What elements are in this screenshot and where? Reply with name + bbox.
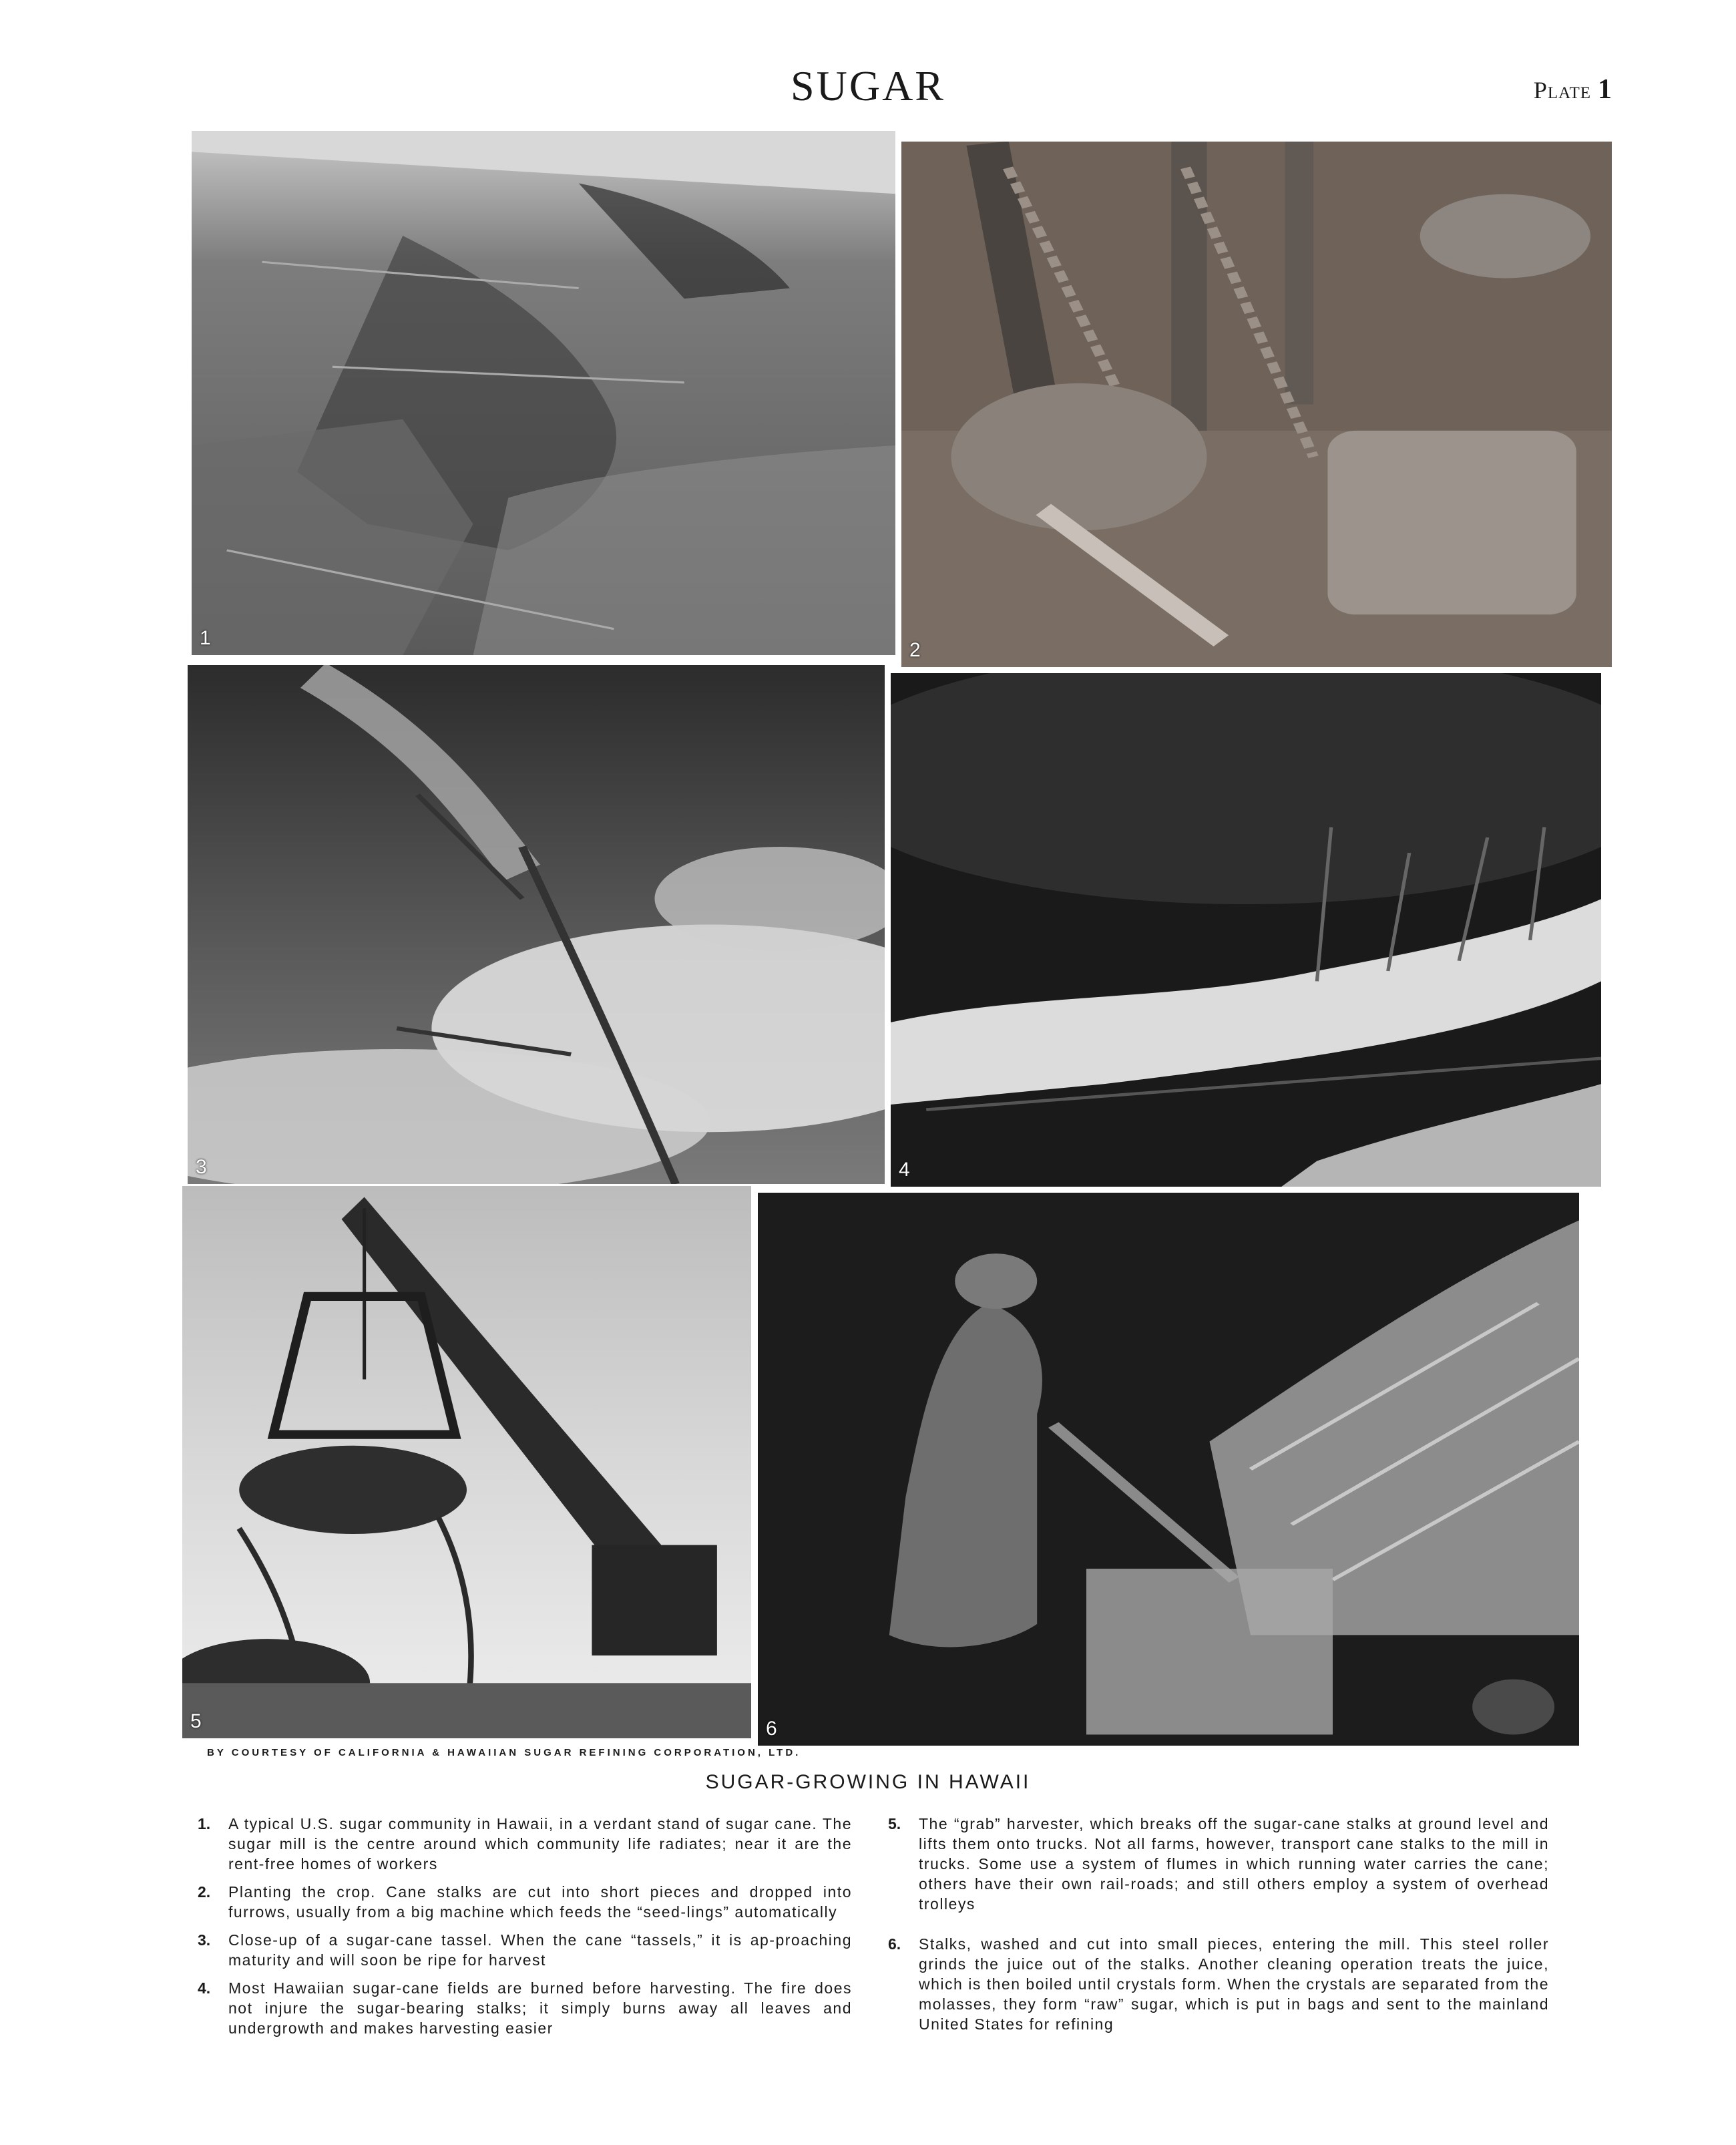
caption-item (198, 1978, 852, 2038)
caption-item (198, 1930, 852, 1970)
photo-number: 1 (200, 627, 211, 649)
photo-number: 3 (196, 1156, 207, 1178)
photo-grab-harvester (182, 1186, 751, 1738)
caption-item (888, 1934, 1549, 2034)
caption-number: 5. (888, 1815, 901, 1832)
photo-number: 4 (899, 1159, 910, 1181)
photo-cane-tassel (188, 665, 885, 1184)
caption-item (888, 1814, 1549, 1914)
plate-number: 1 (1598, 74, 1612, 105)
plate-word: Plate (1533, 77, 1591, 104)
section-title: SUGAR-GROWING IN HAWAII (705, 1771, 1031, 1793)
photo-number: 5 (190, 1710, 202, 1732)
caption-number: 3. (198, 1931, 211, 1949)
caption-text: Planting the crop. Cane stalks are cut into short pieces and dropped into furrows, usually from a big machine which feeds the “seed-lings” automatically (228, 1883, 852, 1921)
caption-text: Close-up of a sugar-cane tassel. When the cane “tassels,” it is ap-proaching maturity and will soon be ripe for harvest (228, 1931, 852, 1969)
caption-number: 2. (198, 1883, 211, 1901)
photo-number: 2 (909, 639, 921, 661)
caption-number: 6. (888, 1935, 901, 1953)
caption-item (198, 1814, 852, 1874)
caption-number: 4. (198, 1979, 211, 1997)
caption-column-right (888, 1814, 1549, 2054)
photo-credit: BY COURTESY OF CALIFORNIA & HAWAIIAN SUGAR REFINING CORPORATION, LTD. (207, 1747, 801, 1758)
photo-number: 6 (766, 1718, 777, 1740)
caption-text: The “grab” harvester, which breaks off the sugar-cane stalks at ground level and lifts them onto trucks. Not all farms, however, transport cane stalks to the mill in trucks. Some use a system of flumes in which running water carries the cane; others have their own rail-roads; and still others employ a system of overhead trolleys (919, 1815, 1549, 1913)
caption-text: Stalks, washed and cut into small pieces, entering the mill. This steel roller grinds the juice out of the stalks. Another cleaning operation treats the juice, which is then boiled until crystals form. When the crystals are separated from the molasses, they form “raw” sugar, which is put in bags and sent to the mainland United States for refining (919, 1935, 1549, 2033)
photo-stalks-entering-mill (758, 1193, 1579, 1746)
caption-number: 1. (198, 1815, 211, 1832)
photo-aerial-sugar-community (192, 131, 895, 655)
caption-text: Most Hawaiian sugar-cane fields are burned before harvesting. The fire does not injure the sugar-bearing stalks; it simply burns away all leaves and undergrowth and makes harvesting easier (228, 1979, 852, 2037)
photo-burning-cane-field (891, 673, 1601, 1187)
page-title: SUGAR (791, 62, 945, 110)
caption-text: A typical U.S. sugar community in Hawaii, in a verdant stand of sugar cane. The sugar mill is the centre around which community life radiates; near it are the rent-free homes of workers (228, 1815, 852, 1873)
photo-planting-machine (901, 142, 1612, 667)
caption-item (198, 1882, 852, 1922)
caption-column-left (198, 1814, 852, 2046)
plate-label (1534, 73, 1612, 106)
